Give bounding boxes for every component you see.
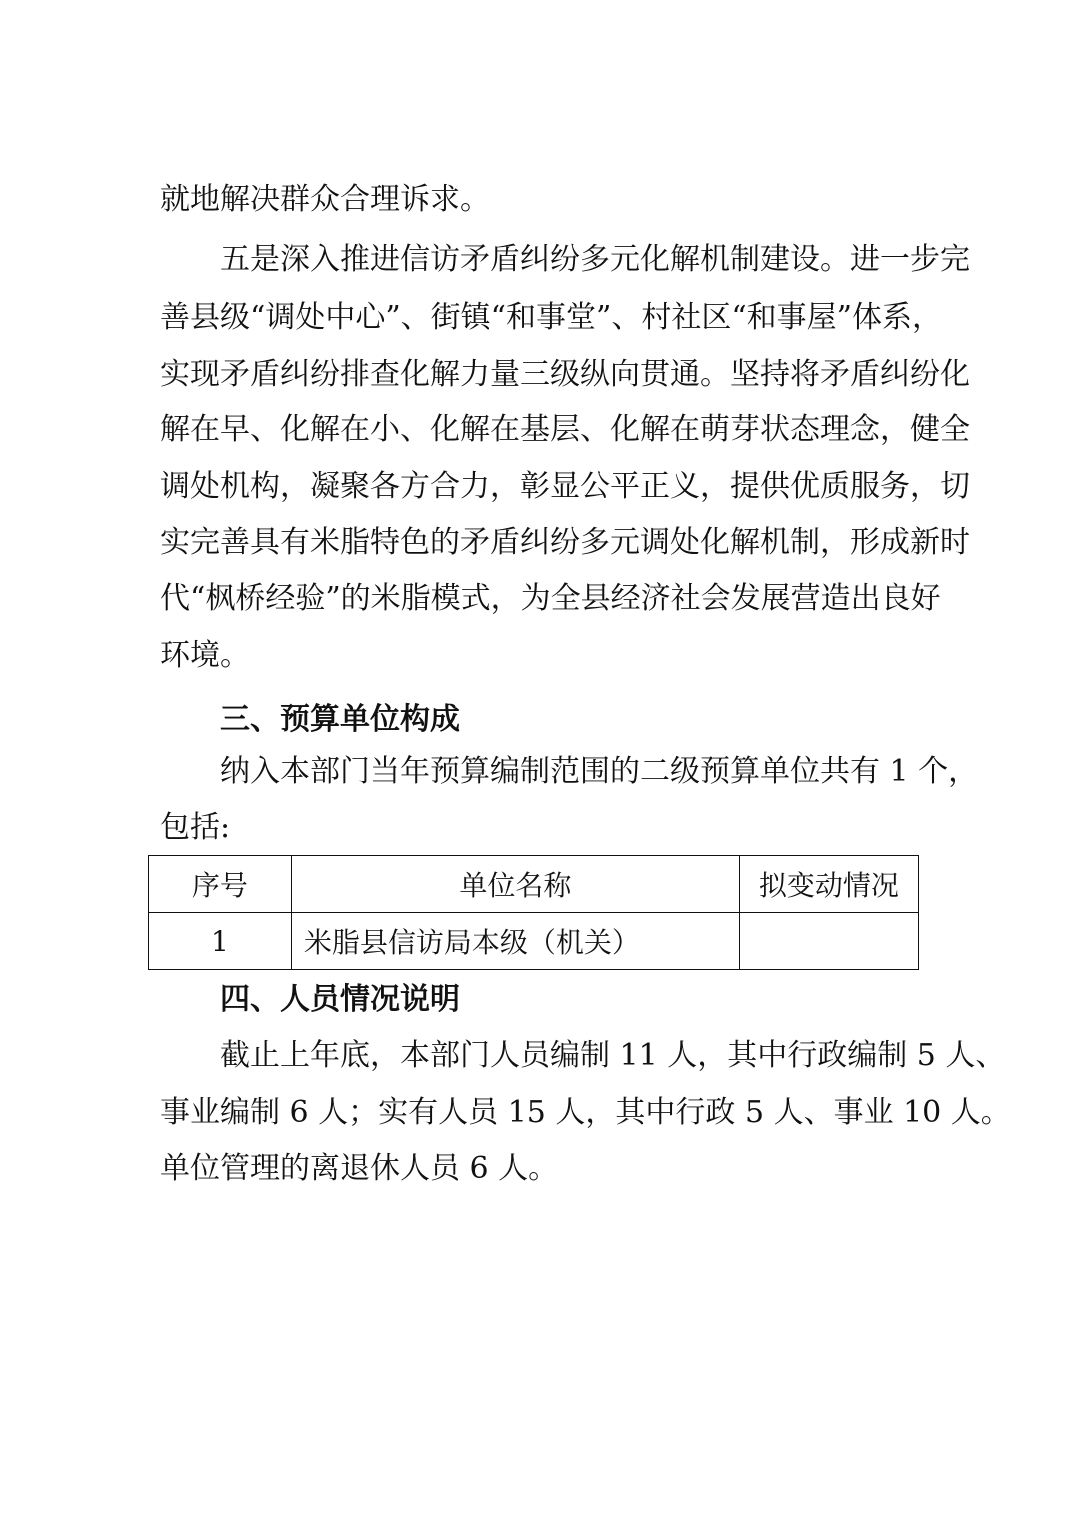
section-heading: 四、人员情况说明: [220, 982, 460, 1017]
section-heading: 三、预算单位构成: [220, 702, 460, 737]
paragraph-line: 包括:: [160, 810, 231, 845]
budget-unit-table: [148, 855, 919, 970]
paragraph-line: 善县级“调处中心”、街镇“和事堂”、村社区“和事屋”体系，: [160, 300, 943, 335]
table-header-cell: 单位名称: [291, 856, 739, 913]
paragraph-line: 单位管理的离退休人员 6 人。: [160, 1151, 559, 1186]
paragraph-line: 事业编制 6 人；实有人员 15 人，其中行政 5 人、事业 10 人。: [160, 1095, 1011, 1130]
table-header-row: [149, 856, 919, 913]
table-header-cell: 拟变动情况: [739, 856, 918, 913]
paragraph-line: 就地解决群众合理诉求。: [160, 182, 490, 217]
table-header-cell: 序号: [149, 856, 292, 913]
paragraph-line: 调处机构，凝聚各方合力，彰显公平正义，提供优质服务，切: [160, 469, 970, 504]
paragraph-line: 截止上年底，本部门人员编制 11 人，其中行政编制 5 人、: [220, 1038, 1006, 1073]
table-cell: 1: [149, 913, 292, 970]
paragraph-line: 实现矛盾纠纷排查化解力量三级纵向贯通。坚持将矛盾纠纷化: [160, 357, 970, 392]
table-row: [149, 913, 919, 970]
table-cell: [739, 913, 918, 970]
paragraph-line: 代“枫桥经验”的米脂模式，为全县经济社会发展营造出良好: [160, 581, 941, 616]
paragraph-line: 五是深入推进信访矛盾纠纷多元化解机制建设。进一步完: [220, 242, 970, 277]
paragraph-line: 纳入本部门当年预算编制范围的二级预算单位共有 1 个，: [220, 754, 979, 789]
paragraph-line: 环境。: [160, 638, 250, 673]
paragraph-line: 解在早、化解在小、化解在基层、化解在萌芽状态理念，健全: [160, 412, 970, 447]
paragraph-line: 实完善具有米脂特色的矛盾纠纷多元调处化解机制，形成新时: [160, 525, 970, 560]
table-cell: 米脂县信访局本级（机关）: [291, 913, 739, 970]
